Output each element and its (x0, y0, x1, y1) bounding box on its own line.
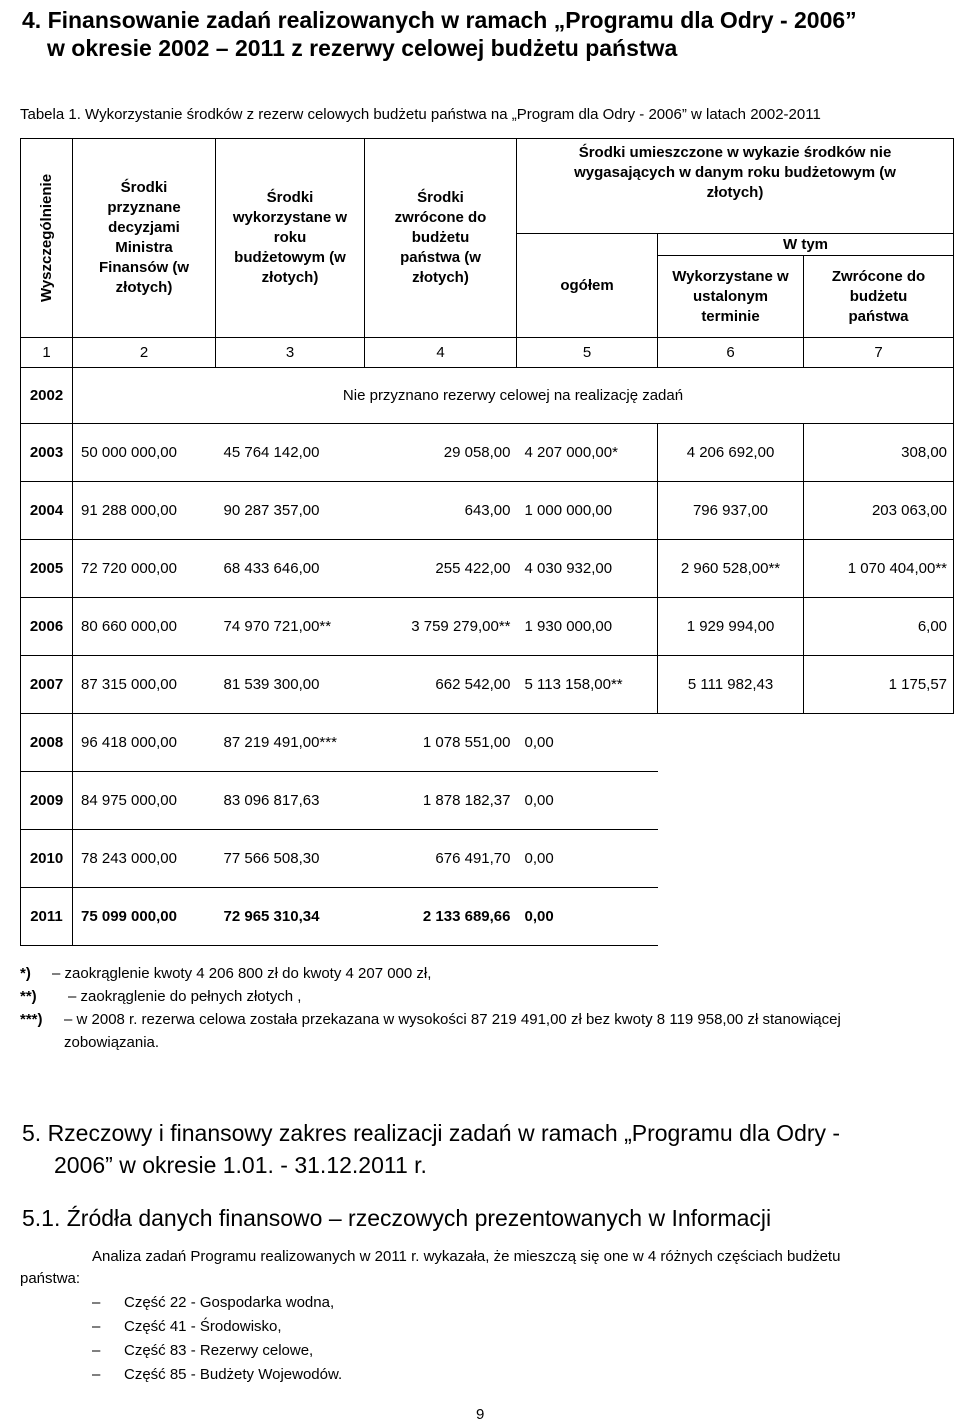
granted-cell: 75 099 000,00 (73, 888, 216, 946)
returned-cell: 1 878 182,37 (365, 772, 517, 830)
granted-cell: 96 418 000,00 (73, 714, 216, 772)
column-number-row (21, 338, 954, 368)
returned-cell: 676 491,70 (365, 830, 517, 888)
granted-cell: 78 243 000,00 (73, 830, 216, 888)
year-cell: 2010 (21, 830, 73, 888)
used-on-time-cell: 4 206 692,00 (658, 424, 804, 482)
total-cell: 0,00 (517, 772, 658, 830)
total-cell: 4 030 932,00 (517, 540, 658, 598)
returned-budget-cell: 203 063,00 (804, 482, 954, 540)
used-on-time-cell (658, 714, 804, 772)
returned-budget-cell: 1 175,57 (804, 656, 954, 714)
returned-cell: 255 422,00 (365, 540, 517, 598)
total-cell: 1 930 000,00 (517, 598, 658, 656)
table-row (21, 888, 954, 946)
table-row (21, 830, 954, 888)
footnote-text-continued: zobowiązania. (64, 1034, 160, 1051)
list-item: – Część 22 - Gospodarka wodna, (92, 1294, 335, 1311)
table-row (21, 424, 954, 482)
returned-budget-cell (804, 714, 954, 772)
returned-cell: 3 759 279,00** (365, 598, 517, 656)
used-cell: 72 965 310,34 (216, 888, 365, 946)
budget-parts-list (20, 1291, 620, 1387)
year-cell: 2007 (21, 656, 73, 714)
year-cell: 2003 (21, 424, 73, 482)
table-row (21, 598, 954, 656)
returned-budget-cell (804, 888, 954, 946)
granted-cell: 80 660 000,00 (73, 598, 216, 656)
col-number: 1 (21, 338, 73, 368)
table-row (21, 482, 954, 540)
granted-cell: 87 315 000,00 (73, 656, 216, 714)
used-on-time-cell: 2 960 528,00** (658, 540, 804, 598)
total-cell: 0,00 (517, 888, 658, 946)
page-number: 9 (476, 1406, 485, 1423)
list-item: – Część 41 - Środowisko, (92, 1318, 282, 1335)
granted-cell: 50 000 000,00 (73, 424, 216, 482)
total-cell: 0,00 (517, 714, 658, 772)
header-srodki-wykorzystane: Środki wykorzystane w roku budżetowym (w złotych) (216, 139, 365, 338)
table-caption: Tabela 1. Wykorzystanie środków z rezerw celowych budżetu państwa na „Program dla Odry - 2006” w latach 2002-2011 (20, 106, 821, 123)
returned-budget-cell: 308,00 (804, 424, 954, 482)
used-on-time-cell (658, 888, 804, 946)
table-row-2002 (21, 368, 954, 424)
footnote-mark: **) (20, 988, 37, 1005)
used-cell: 45 764 142,00 (216, 424, 365, 482)
returned-budget-cell: 6,00 (804, 598, 954, 656)
granted-cell: 91 288 000,00 (73, 482, 216, 540)
header-srodki-niewygasajace: Środki umieszczone w wykazie środków nie wygasających w danym roku budżetowym (w złotych) (517, 139, 954, 234)
footnotes (20, 962, 950, 1054)
year-cell: 2005 (21, 540, 73, 598)
used-cell: 81 539 300,00 (216, 656, 365, 714)
footnote-mark: ***) (20, 1011, 43, 1028)
granted-cell: 84 975 000,00 (73, 772, 216, 830)
used-on-time-cell (658, 772, 804, 830)
section-5-heading-line1: 5. Rzeczowy i finansowy zakres realizacji zadań w ramach „Programu dla Odry - (22, 1120, 841, 1146)
header-ogolem: ogółem (517, 234, 658, 338)
header-w-tym: W tym (658, 234, 954, 256)
returned-cell: 29 058,00 (365, 424, 517, 482)
section-5-heading-line2: 2006” w okresie 1.01. - 31.12.2011 r. (54, 1152, 427, 1178)
returned-cell: 662 542,00 (365, 656, 517, 714)
footnote-text: – zaokrąglenie kwoty 4 206 800 zł do kwoty 4 207 000 zł, (52, 965, 432, 982)
year-cell: 2011 (21, 888, 73, 946)
table-row (21, 714, 954, 772)
header-zwrocone: Zwrócone do budżetu państwa (804, 256, 954, 338)
col-number: 2 (73, 338, 216, 368)
returned-cell: 1 078 551,00 (365, 714, 517, 772)
col-number: 6 (658, 338, 804, 368)
used-cell: 74 970 721,00** (216, 598, 365, 656)
total-cell: 0,00 (517, 830, 658, 888)
year-cell: 2004 (21, 482, 73, 540)
total-cell: 1 000 000,00 (517, 482, 658, 540)
header-wyszczegolnienie: Wyszczególnienie (21, 139, 73, 338)
paragraph-line2: państwa: (20, 1270, 81, 1287)
returned-budget-cell (804, 830, 954, 888)
col-number: 4 (365, 338, 517, 368)
returned-budget-cell (804, 772, 954, 830)
funding-table (20, 138, 954, 946)
year-cell: 2006 (21, 598, 73, 656)
used-cell: 77 566 508,30 (216, 830, 365, 888)
header-srodki-zwrocone: Środki zwrócone do budżetu państwa (w złotych) (365, 139, 517, 338)
col-number: 7 (804, 338, 954, 368)
used-cell: 83 096 817,63 (216, 772, 365, 830)
table-row (21, 656, 954, 714)
table-row (21, 540, 954, 598)
total-cell: 4 207 000,00* (517, 424, 658, 482)
used-on-time-cell: 5 111 982,43 (658, 656, 804, 714)
footnote-text: – w 2008 r. rezerwa celowa została przekazana w wysokości 87 219 491,00 zł bez kwoty 8 119 958,00 zł stanowiącej (64, 1011, 841, 1028)
section-4-heading-line2: w okresie 2002 – 2011 z rezerwy celowej budżetu państwa (47, 35, 678, 61)
year-cell: 2008 (21, 714, 73, 772)
section-5-1-heading: 5.1. Źródła danych finansowo – rzeczowych prezentowanych w Informacji (22, 1205, 772, 1231)
returned-cell: 643,00 (365, 482, 517, 540)
returned-cell: 2 133 689,66 (365, 888, 517, 946)
col-number: 5 (517, 338, 658, 368)
paragraph-line1: Analiza zadań Programu realizowanych w 2011 r. wykazała, że mieszczą się one w 4 różnych częściach budżetu (92, 1248, 841, 1265)
granted-cell: 72 720 000,00 (73, 540, 216, 598)
section-4-heading-line1: 4. Finansowanie zadań realizowanych w ramach „Programu dla Odry - 2006” (22, 7, 857, 33)
used-on-time-cell: 1 929 994,00 (658, 598, 804, 656)
year-cell: 2002 (21, 368, 73, 424)
list-item: – Część 83 - Rezerwy celowe, (92, 1342, 314, 1359)
total-cell: 5 113 158,00** (517, 656, 658, 714)
footnote-mark: *) (20, 965, 31, 982)
col-number: 3 (216, 338, 365, 368)
year-cell: 2009 (21, 772, 73, 830)
used-cell: 68 433 646,00 (216, 540, 365, 598)
table-row (21, 772, 954, 830)
footnote-text: – zaokrąglenie do pełnych złotych , (68, 988, 302, 1005)
used-on-time-cell: 796 937,00 (658, 482, 804, 540)
list-item: – Część 85 - Budżety Wojewodów. (92, 1366, 343, 1383)
used-on-time-cell (658, 830, 804, 888)
used-cell: 90 287 357,00 (216, 482, 365, 540)
header-wykorzystane: Wykorzystane w ustalonym terminie (658, 256, 804, 338)
returned-budget-cell: 1 070 404,00** (804, 540, 954, 598)
header-srodki-przyznane: Środki przyznane decyzjami Ministra Finansów (w złotych) (73, 139, 216, 338)
used-cell: 87 219 491,00*** (216, 714, 365, 772)
no-reserve-note: Nie przyznano rezerwy celowej na realizację zadań (73, 368, 954, 424)
